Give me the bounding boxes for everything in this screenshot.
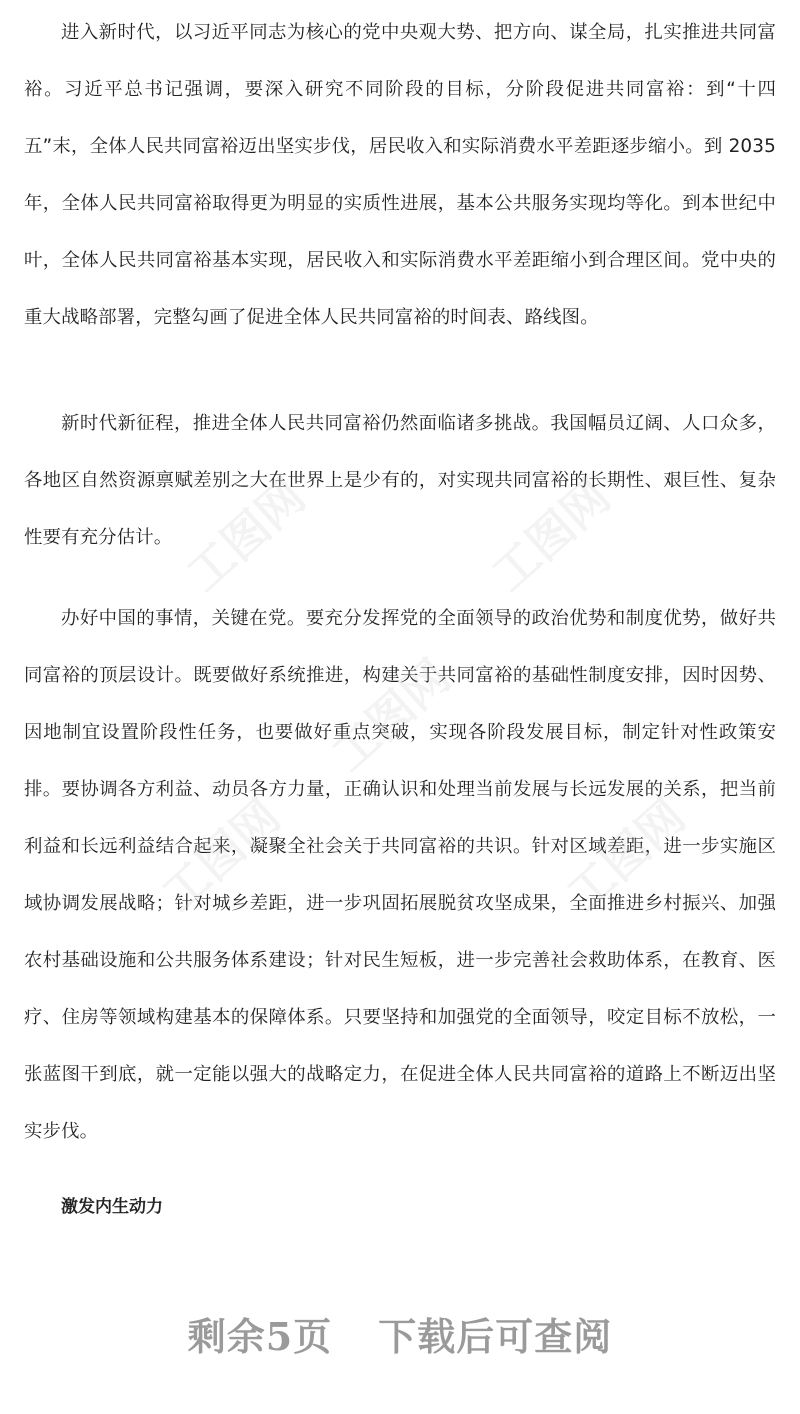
paragraph-1: 进入新时代，以习近平同志为核心的党中央观大势、把方向、谋全局，扎实推进共同富裕。习近平总书记强调，要深入研究不同阶段的目标，分阶段促进共同富裕：到“十四五”末，全体人民共同富裕迈出坚实步伐，居民收入和实际消费水平差距逐步缩小。到 2035 年，全体人民共同富裕取得更为明显的实质性进展，基本公共服务实现均等化。到本世纪中叶，全体人民共同富裕基本实现，居民收入和实际消费水平差距缩小到合理区间。党中央的重大战略部署，完整勾画了促进全体人民共同富裕的时间表、路线图。 <box>24 22 776 328</box>
section-heading: 激发内生动力 <box>61 1197 163 1217</box>
paragraph-2: 新时代新征程，推进全体人民共同富裕仍然面临诸多挑战。我国幅员辽阔、人口众多，各地区自然资源禀赋差别之大在世界上是少有的，对实现共同富裕的长期性、艰巨性、复杂性要有充分估计。 <box>24 413 776 548</box>
paragraph-3: 办好中国的事情，关键在党。要充分发挥党的全面领导的政治优势和制度优势，做好共同富裕的顶层设计。既要做好系统推进，构建关于共同富裕的基础性制度安排，因时因势、因地制宜设置阶段性任务，也要做好重点突破，实现各阶段发展目标，制定针对性政策安排。要协调各方利益、动员各方力量，正确认识和处理当前发展与长远发展的关系，把当前利益和长远利益结合起来，凝聚全社会关于共同富裕的共识。针对区域差距，进一步实施区域协调发展战略；针对城乡差距，进一步巩固拓展脱贫攻坚成果，全面推进乡村振兴、加强农村基础设施和公共服务体系建设；针对民生短板，进一步完善社会救助体系，在教育、医疗、住房等领域构建基本的保障体系。只要坚持和加强党的全面领导，咬定目标不放松，一张蓝图干到底，就一定能以强大的战略定力，在促进全体人民共同富裕的道路上不断迈出坚实步伐。 <box>24 608 776 1142</box>
remaining-pages-text: 剩余5页 <box>187 1314 333 1359</box>
watermark: 工图网 <box>556 788 696 922</box>
watermark: 工图网 <box>321 648 461 782</box>
watermark: 工图网 <box>151 788 291 922</box>
download-prompt[interactable] <box>0 1306 800 1361</box>
download-to-view-text: 下载后可查阅 <box>378 1314 613 1359</box>
watermark: 工图网 <box>481 468 621 602</box>
watermark: 工图网 <box>176 468 316 602</box>
